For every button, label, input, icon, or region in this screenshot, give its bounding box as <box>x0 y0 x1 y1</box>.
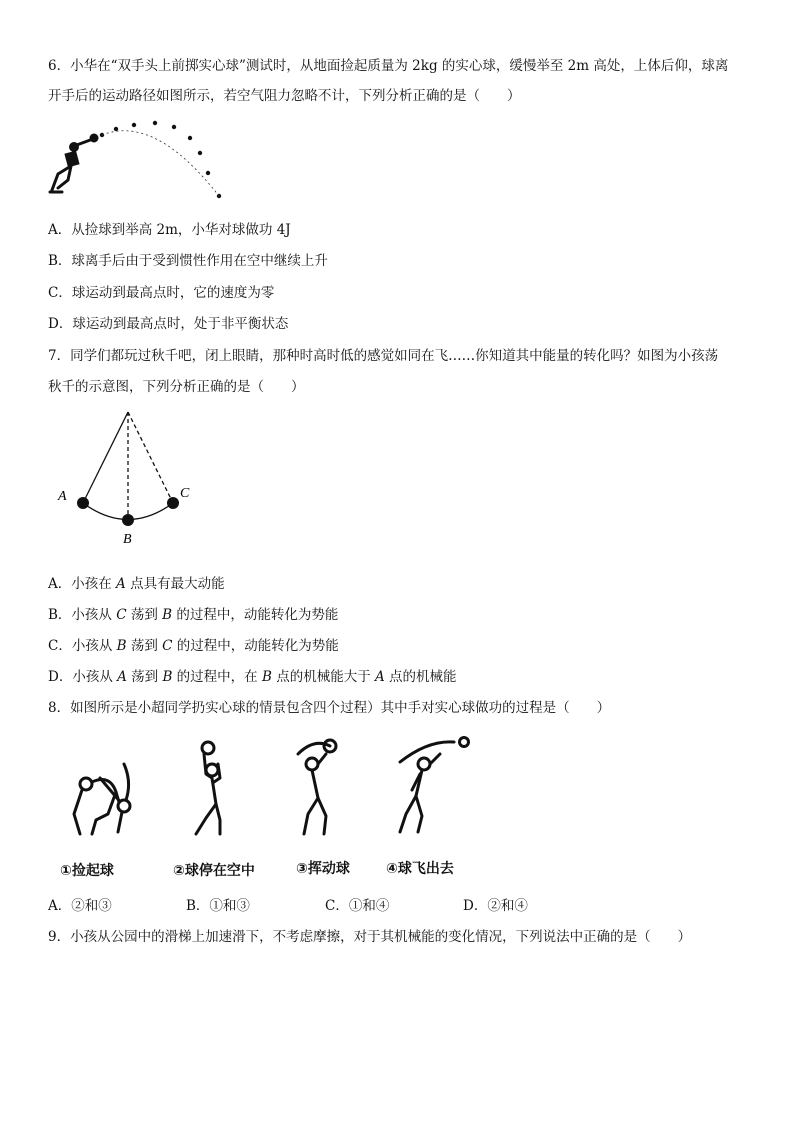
q6-option-b: B．球离手后由于受到惯性作用在空中继续上升 <box>48 253 328 269</box>
figure-ball-overhead <box>196 742 220 834</box>
q8-option-b: B．①和③ <box>186 898 250 914</box>
point-c <box>167 497 179 509</box>
q8-stem: 8．如图所示是小超同学扔实心球的情景包含四个过程）其中手对实心球做功的过程是（ ） <box>48 700 611 716</box>
figure-pick-up <box>74 764 130 834</box>
label-c: C <box>180 486 190 501</box>
q6-option-c: C．球运动到最高点时，它的速度为零 <box>48 285 275 301</box>
trajectory-dots <box>100 121 221 198</box>
q6-throw-figure <box>44 116 234 206</box>
q8-stick-figures <box>60 734 480 844</box>
q7-stem-line2: 秋千的示意图，下列分析正确的是（ ） <box>48 379 305 395</box>
q6-stem-line1: 6．小华在“双手头上前掷实心球”测试时，从地面捡起质量为 2kg 的实心球，缓慢举至 2m 高处，上体后仰，球离 <box>48 58 729 74</box>
q7-option-a: A．小孩在 A 点具有最大动能 <box>48 576 225 592</box>
q6-option-d: D．球运动到最高点时，处于非平衡状态 <box>48 316 289 332</box>
q7-swing-diagram <box>50 404 210 554</box>
q6-stem-line2: 开手后的运动路径如图所示，若空气阻力忽略不计，下列分析正确的是（ ） <box>48 88 521 104</box>
caption-throw: ④球飞出去 <box>386 861 454 877</box>
q9-stem: 9．小孩从公园中的滑梯上加速滑下，不考虑摩擦，对于其机械能的变化情况，下列说法中正确的是（ ） <box>48 929 692 945</box>
q7-option-b: B．小孩从 C 荡到 B 的过程中，动能转化为势能 <box>48 607 339 623</box>
q8-option-d: D．②和④ <box>463 898 528 914</box>
q7-stem-line1: 7．同学们都玩过秋千吧，闭上眼睛，那种时高时低的感觉如同在飞……你知道其中能量的转化吗？如图为小孩荡 <box>48 348 719 364</box>
label-b: B <box>123 532 132 547</box>
caption-pick-up: ①捡起球 <box>60 863 114 879</box>
figure-swing <box>298 740 336 834</box>
q6-option-a: A．从捡球到举高 2m，小华对球做功 4J <box>48 222 291 238</box>
caption-swing: ③挥动球 <box>296 861 350 877</box>
q7-option-d: D．小孩从 A 荡到 B 的过程中，在 B 点的机械能大于 A 点的机械能 <box>48 669 457 685</box>
point-a <box>77 497 89 509</box>
point-b <box>122 514 134 526</box>
q8-option-a: A．②和③ <box>48 898 112 914</box>
figure-throw <box>400 738 469 833</box>
q8-option-c: C．①和④ <box>325 898 390 914</box>
label-a: A <box>58 489 67 504</box>
caption-ball-overhead: ②球停在空中 <box>173 863 255 879</box>
q7-option-c: C．小孩从 B 荡到 C 的过程中，动能转化为势能 <box>48 638 339 654</box>
